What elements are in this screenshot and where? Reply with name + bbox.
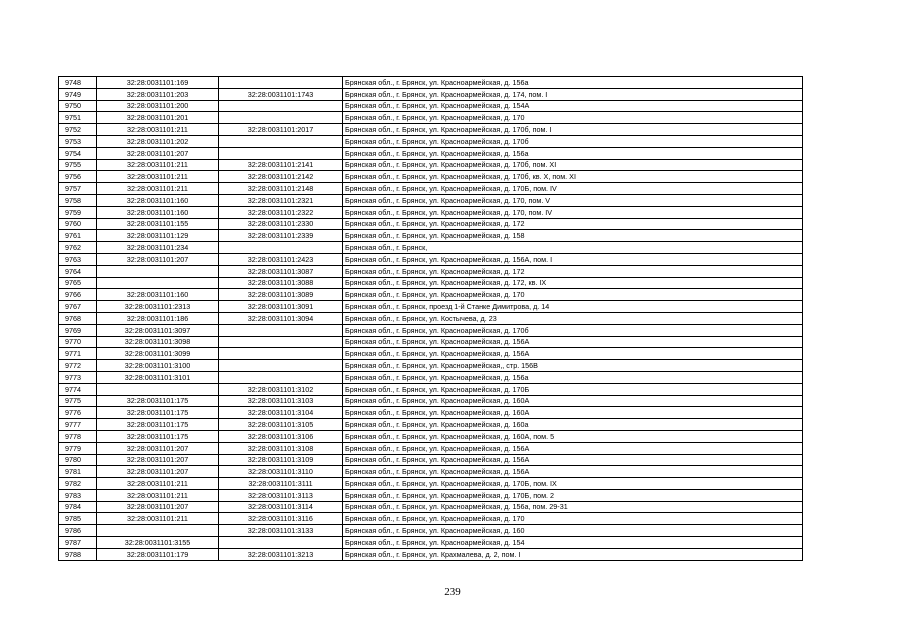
object-cadastral-number-cell: 32:28:0031101:3105 [219, 419, 343, 431]
address-cell: Брянская обл., г. Брянск, ул. Крахмалева, д. 2, пом. I [343, 548, 803, 560]
address-cell: Брянская обл., г. Брянск, ул. Красноармейская, д. 154А [343, 100, 803, 112]
address-cell: Брянская обл., г. Брянск, ул. Красноармейская, д. 170Б [343, 383, 803, 395]
address-cell: Брянская обл., г. Брянск, ул. Красноармейская, д. 170 [343, 513, 803, 525]
land-cadastral-number-cell: 32:28:0031101:207 [97, 147, 219, 159]
object-cadastral-number-cell [219, 242, 343, 254]
land-cadastral-number-cell: 32:28:0031101:207 [97, 466, 219, 478]
address-cell: Брянская обл., г. Брянск, ул. Красноармейская, д. 156а [343, 371, 803, 383]
registry-table [58, 76, 803, 561]
row-number-cell: 9773 [59, 371, 97, 383]
object-cadastral-number-cell [219, 360, 343, 372]
address-cell: Брянская обл., г. Брянск, ул. Красноармейская, д. 160 [343, 525, 803, 537]
table-row [59, 135, 803, 147]
land-cadastral-number-cell: 32:28:0031101:160 [97, 206, 219, 218]
table-row [59, 218, 803, 230]
registry-table-body [59, 77, 803, 561]
address-cell: Брянская обл., г. Брянск, ул. Красноармейская, д. 170Б, пом. IV [343, 183, 803, 195]
object-cadastral-number-cell: 32:28:0031101:3113 [219, 489, 343, 501]
land-cadastral-number-cell: 32:28:0031101:203 [97, 88, 219, 100]
row-number-cell: 9786 [59, 525, 97, 537]
land-cadastral-number-cell: 32:28:0031101:175 [97, 419, 219, 431]
land-cadastral-number-cell [97, 277, 219, 289]
row-number-cell: 9754 [59, 147, 97, 159]
object-cadastral-number-cell: 32:28:0031101:2142 [219, 171, 343, 183]
land-cadastral-number-cell: 32:28:0031101:211 [97, 489, 219, 501]
object-cadastral-number-cell: 32:28:0031101:2330 [219, 218, 343, 230]
table-row [59, 407, 803, 419]
row-number-cell: 9775 [59, 395, 97, 407]
land-cadastral-number-cell: 32:28:0031101:3155 [97, 537, 219, 549]
table-row [59, 265, 803, 277]
table-row [59, 419, 803, 431]
row-number-cell: 9782 [59, 478, 97, 490]
address-cell: Брянская обл., г. Брянск, [343, 242, 803, 254]
land-cadastral-number-cell: 32:28:0031101:211 [97, 124, 219, 136]
address-cell: Брянская обл., г. Брянск, ул. Красноармейская, д. 172 [343, 218, 803, 230]
land-cadastral-number-cell [97, 383, 219, 395]
table-row [59, 277, 803, 289]
address-cell: Брянская обл., г. Брянск, ул. Красноармейская, д. 170б, пом. I [343, 124, 803, 136]
land-cadastral-number-cell: 32:28:0031101:175 [97, 395, 219, 407]
table-row [59, 537, 803, 549]
land-cadastral-number-cell: 32:28:0031101:202 [97, 135, 219, 147]
land-cadastral-number-cell: 32:28:0031101:207 [97, 253, 219, 265]
address-cell: Брянская обл., г. Брянск, ул. Красноармейская, д. 170 [343, 112, 803, 124]
address-cell: Брянская обл., г. Брянск, ул. Красноармейская, д. 158 [343, 230, 803, 242]
row-number-cell: 9758 [59, 194, 97, 206]
table-row [59, 159, 803, 171]
address-cell: Брянская обл., г. Брянск, ул. Красноармейская, д. 156А [343, 442, 803, 454]
land-cadastral-number-cell: 32:28:0031101:211 [97, 513, 219, 525]
address-cell: Брянская обл., г. Брянск, ул. Красноармейская, д. 156А, пом. I [343, 253, 803, 265]
object-cadastral-number-cell [219, 324, 343, 336]
address-cell: Брянская обл., г. Брянск, ул. Красноармейская, д. 156А [343, 466, 803, 478]
object-cadastral-number-cell [219, 147, 343, 159]
table-row [59, 454, 803, 466]
table-row [59, 183, 803, 195]
row-number-cell: 9760 [59, 218, 97, 230]
object-cadastral-number-cell: 32:28:0031101:3102 [219, 383, 343, 395]
object-cadastral-number-cell: 32:28:0031101:3106 [219, 430, 343, 442]
object-cadastral-number-cell [219, 77, 343, 89]
object-cadastral-number-cell: 32:28:0031101:3111 [219, 478, 343, 490]
object-cadastral-number-cell: 32:28:0031101:3114 [219, 501, 343, 513]
land-cadastral-number-cell: 32:28:0031101:200 [97, 100, 219, 112]
object-cadastral-number-cell [219, 348, 343, 360]
object-cadastral-number-cell: 32:28:0031101:3091 [219, 301, 343, 313]
address-cell: Брянская обл., г. Брянск, ул. Костычева, д. 23 [343, 312, 803, 324]
row-number-cell: 9757 [59, 183, 97, 195]
table-row [59, 383, 803, 395]
object-cadastral-number-cell: 32:28:0031101:3094 [219, 312, 343, 324]
row-number-cell: 9763 [59, 253, 97, 265]
address-cell: Брянская обл., г. Брянск, ул. Красноармейская, д. 170, пом. V [343, 194, 803, 206]
row-number-cell: 9756 [59, 171, 97, 183]
object-cadastral-number-cell: 32:28:0031101:3087 [219, 265, 343, 277]
address-cell: Брянская обл., г. Брянск, ул. Красноармейская, д. 170б, пом. XI [343, 159, 803, 171]
row-number-cell: 9761 [59, 230, 97, 242]
table-row [59, 478, 803, 490]
table-row [59, 301, 803, 313]
land-cadastral-number-cell: 32:28:0031101:3101 [97, 371, 219, 383]
object-cadastral-number-cell: 32:28:0031101:3104 [219, 407, 343, 419]
table-row [59, 336, 803, 348]
row-number-cell: 9755 [59, 159, 97, 171]
land-cadastral-number-cell: 32:28:0031101:169 [97, 77, 219, 89]
address-cell: Брянская обл., г. Брянск, ул. Красноармейская, д. 156А [343, 454, 803, 466]
address-cell: Брянская обл., г. Брянск, ул. Красноармейская, д. 160А, пом. 5 [343, 430, 803, 442]
table-row [59, 253, 803, 265]
address-cell: Брянская обл., г. Брянск, ул. Красноармейская, д. 170, пом. IV [343, 206, 803, 218]
row-number-cell: 9777 [59, 419, 97, 431]
row-number-cell: 9765 [59, 277, 97, 289]
object-cadastral-number-cell: 32:28:0031101:2423 [219, 253, 343, 265]
row-number-cell: 9753 [59, 135, 97, 147]
land-cadastral-number-cell: 32:28:0031101:179 [97, 548, 219, 560]
object-cadastral-number-cell: 32:28:0031101:3088 [219, 277, 343, 289]
table-row [59, 100, 803, 112]
land-cadastral-number-cell: 32:28:0031101:2313 [97, 301, 219, 313]
table-row [59, 360, 803, 372]
land-cadastral-number-cell: 32:28:0031101:160 [97, 194, 219, 206]
address-cell: Брянская обл., г. Брянск, ул. Красноармейская, д. 160А [343, 395, 803, 407]
address-cell: Брянская обл., г. Брянск, ул. Красноармейская, д. 156А [343, 348, 803, 360]
table-row [59, 324, 803, 336]
object-cadastral-number-cell [219, 112, 343, 124]
land-cadastral-number-cell: 32:28:0031101:207 [97, 501, 219, 513]
table-row [59, 312, 803, 324]
object-cadastral-number-cell: 32:28:0031101:3103 [219, 395, 343, 407]
row-number-cell: 9768 [59, 312, 97, 324]
table-row [59, 289, 803, 301]
address-cell: Брянская обл., г. Брянск, ул. Красноармейская, д. 156А [343, 336, 803, 348]
row-number-cell: 9772 [59, 360, 97, 372]
land-cadastral-number-cell: 32:28:0031101:211 [97, 478, 219, 490]
object-cadastral-number-cell [219, 100, 343, 112]
address-cell: Брянская обл., г. Брянск, ул. Красноармейская,, стр. 156В [343, 360, 803, 372]
land-cadastral-number-cell: 32:28:0031101:186 [97, 312, 219, 324]
row-number-cell: 9784 [59, 501, 97, 513]
address-cell: Брянская обл., г. Брянск, ул. Красноармейская, д. 154 [343, 537, 803, 549]
row-number-cell: 9785 [59, 513, 97, 525]
row-number-cell: 9767 [59, 301, 97, 313]
land-cadastral-number-cell: 32:28:0031101:155 [97, 218, 219, 230]
land-cadastral-number-cell: 32:28:0031101:207 [97, 454, 219, 466]
object-cadastral-number-cell [219, 537, 343, 549]
land-cadastral-number-cell [97, 265, 219, 277]
row-number-cell: 9781 [59, 466, 97, 478]
address-cell: Брянская обл., г. Брянск, ул. Красноармейская, д. 170б [343, 135, 803, 147]
table-row [59, 88, 803, 100]
table-row [59, 501, 803, 513]
row-number-cell: 9748 [59, 77, 97, 89]
land-cadastral-number-cell: 32:28:0031101:175 [97, 430, 219, 442]
object-cadastral-number-cell: 32:28:0031101:1743 [219, 88, 343, 100]
land-cadastral-number-cell: 32:28:0031101:207 [97, 442, 219, 454]
address-cell: Брянская обл., г. Брянск, ул. Красноармейская, д. 174, пом. I [343, 88, 803, 100]
land-cadastral-number-cell: 32:28:0031101:3097 [97, 324, 219, 336]
address-cell: Брянская обл., г. Брянск, ул. Красноармейская, д. 170 [343, 289, 803, 301]
page-number: 239 [444, 586, 461, 598]
land-cadastral-number-cell: 32:28:0031101:175 [97, 407, 219, 419]
address-cell: Брянская обл., г. Брянск, ул. Красноармейская, д. 156а [343, 77, 803, 89]
address-cell: Брянская обл., г. Брянск, ул. Красноармейская, д. 170б [343, 324, 803, 336]
row-number-cell: 9788 [59, 548, 97, 560]
land-cadastral-number-cell: 32:28:0031101:234 [97, 242, 219, 254]
table-row [59, 124, 803, 136]
land-cadastral-number-cell: 32:28:0031101:201 [97, 112, 219, 124]
table-row [59, 242, 803, 254]
row-number-cell: 9780 [59, 454, 97, 466]
land-cadastral-number-cell: 32:28:0031101:211 [97, 171, 219, 183]
row-number-cell: 9751 [59, 112, 97, 124]
object-cadastral-number-cell [219, 371, 343, 383]
land-cadastral-number-cell: 32:28:0031101:3100 [97, 360, 219, 372]
object-cadastral-number-cell: 32:28:0031101:2322 [219, 206, 343, 218]
row-number-cell: 9774 [59, 383, 97, 395]
row-number-cell: 9750 [59, 100, 97, 112]
table-row [59, 230, 803, 242]
row-number-cell: 9752 [59, 124, 97, 136]
object-cadastral-number-cell: 32:28:0031101:3133 [219, 525, 343, 537]
object-cadastral-number-cell [219, 336, 343, 348]
object-cadastral-number-cell: 32:28:0031101:3213 [219, 548, 343, 560]
table-row [59, 548, 803, 560]
land-cadastral-number-cell: 32:28:0031101:211 [97, 183, 219, 195]
object-cadastral-number-cell: 32:28:0031101:2321 [219, 194, 343, 206]
row-number-cell: 9787 [59, 537, 97, 549]
land-cadastral-number-cell: 32:28:0031101:3098 [97, 336, 219, 348]
table-row [59, 348, 803, 360]
land-cadastral-number-cell: 32:28:0031101:129 [97, 230, 219, 242]
address-cell: Брянская обл., г. Брянск, ул. Красноармейская, д. 172, кв. IX [343, 277, 803, 289]
address-cell: Брянская обл., г. Брянск, проезд 1-й Станке Димитрова, д. 14 [343, 301, 803, 313]
row-number-cell: 9766 [59, 289, 97, 301]
address-cell: Брянская обл., г. Брянск, ул. Красноармейская, д. 156а [343, 147, 803, 159]
row-number-cell: 9762 [59, 242, 97, 254]
land-cadastral-number-cell [97, 525, 219, 537]
address-cell: Брянская обл., г. Брянск, ул. Красноармейская, д. 170Б, пом. 2 [343, 489, 803, 501]
object-cadastral-number-cell [219, 135, 343, 147]
object-cadastral-number-cell: 32:28:0031101:3089 [219, 289, 343, 301]
row-number-cell: 9770 [59, 336, 97, 348]
row-number-cell: 9779 [59, 442, 97, 454]
object-cadastral-number-cell: 32:28:0031101:3108 [219, 442, 343, 454]
table-row [59, 442, 803, 454]
object-cadastral-number-cell: 32:28:0031101:2148 [219, 183, 343, 195]
row-number-cell: 9764 [59, 265, 97, 277]
table-row [59, 77, 803, 89]
table-row [59, 525, 803, 537]
object-cadastral-number-cell: 32:28:0031101:3110 [219, 466, 343, 478]
table-row [59, 194, 803, 206]
land-cadastral-number-cell: 32:28:0031101:211 [97, 159, 219, 171]
table-row [59, 466, 803, 478]
address-cell: Брянская обл., г. Брянск, ул. Красноармейская, д. 160А [343, 407, 803, 419]
table-row [59, 395, 803, 407]
object-cadastral-number-cell: 32:28:0031101:3116 [219, 513, 343, 525]
row-number-cell: 9776 [59, 407, 97, 419]
object-cadastral-number-cell: 32:28:0031101:2141 [219, 159, 343, 171]
object-cadastral-number-cell: 32:28:0031101:2339 [219, 230, 343, 242]
land-cadastral-number-cell: 32:28:0031101:160 [97, 289, 219, 301]
table-row [59, 489, 803, 501]
row-number-cell: 9778 [59, 430, 97, 442]
row-number-cell: 9783 [59, 489, 97, 501]
land-cadastral-number-cell: 32:28:0031101:3099 [97, 348, 219, 360]
table-row [59, 206, 803, 218]
address-cell: Брянская обл., г. Брянск, ул. Красноармейская, д. 156а, пом. 29-31 [343, 501, 803, 513]
table-row [59, 513, 803, 525]
address-cell: Брянская обл., г. Брянск, ул. Красноармейская, д. 172 [343, 265, 803, 277]
address-cell: Брянская обл., г. Брянск, ул. Красноармейская, д. 160а [343, 419, 803, 431]
address-cell: Брянская обл., г. Брянск, ул. Красноармейская, д. 170Б, пом. IX [343, 478, 803, 490]
row-number-cell: 9759 [59, 206, 97, 218]
table-row [59, 171, 803, 183]
table-row [59, 371, 803, 383]
row-number-cell: 9771 [59, 348, 97, 360]
table-row [59, 430, 803, 442]
row-number-cell: 9749 [59, 88, 97, 100]
row-number-cell: 9769 [59, 324, 97, 336]
object-cadastral-number-cell: 32:28:0031101:2017 [219, 124, 343, 136]
object-cadastral-number-cell: 32:28:0031101:3109 [219, 454, 343, 466]
table-row [59, 112, 803, 124]
table-row [59, 147, 803, 159]
address-cell: Брянская обл., г. Брянск, ул. Красноармейская, д. 170б, кв. X, пом. XI [343, 171, 803, 183]
